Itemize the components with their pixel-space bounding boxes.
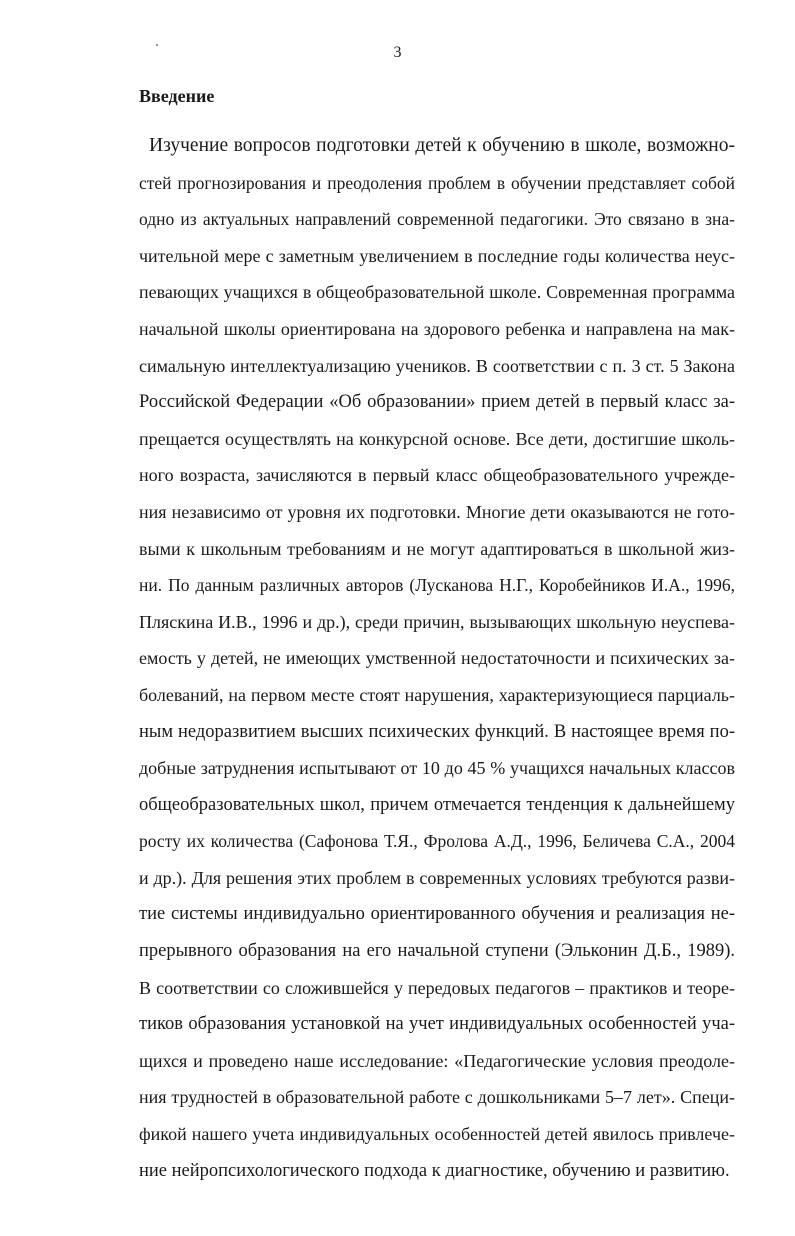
text-line: ным недоразвитием высших психических функций. В настоящее время по- xyxy=(139,721,735,742)
text-line: ния независимо от уровня их подготовки. Многие дети оказываются не гото- xyxy=(139,501,735,522)
text-line: ния трудностей в образовательной работе с дошкольниками 5–7 лет». Специ- xyxy=(139,1087,735,1108)
text-line: одно из актуальных направлений современной педагогики. Это связано в зна- xyxy=(139,209,735,230)
text-line: щихся и проведено наше исследование: «Педагогические условия преодоле- xyxy=(139,1050,735,1071)
text-line: общеобразовательных школ, причем отмечается тенденция к дальнейшему xyxy=(139,794,735,815)
text-line: добные затруднения испытывают от 10 до 45 % учащихся начальных классов xyxy=(139,758,735,779)
text-line: чительной мере с заметным увеличением в последние годы количества неус- xyxy=(139,245,735,266)
text-line: Пляскина И.В., 1996 и др.), среди причин, вызывающих школьную неуспева- xyxy=(139,611,735,632)
text-line: В соответствии со сложившейся у передовых педагогов – практиков и теоре- xyxy=(139,977,735,998)
text-line: начальной школы ориентирована на здорового ребенка и направлена на мак- xyxy=(139,318,735,339)
text-line: ного возраста, зачисляются в первый класс общеобразовательного учрежде- xyxy=(139,465,735,486)
text-line: выми к школьным требованиям и не могут адаптироваться в школьной жиз- xyxy=(139,538,735,559)
text-line: фикой нашего учета индивидуальных особенностей детей явилось привлече- xyxy=(139,1124,735,1145)
section-heading: Введение xyxy=(139,86,215,106)
text-line: тиков образования установкой на учет индивидуальных особенностей уча- xyxy=(139,1014,735,1035)
text-line: и др.). Для решения этих проблем в современных условиях требуются разви- xyxy=(139,867,735,888)
text-line: росту их количества (Сафонова Т.Я., Фролова А.Д., 1996, Беличева С.А., 2004 xyxy=(139,831,735,852)
text-line: стей прогнозирования и преодоления проблем в обучении представляет собой xyxy=(139,172,735,193)
body-paragraph xyxy=(139,128,735,1189)
text-line: тие системы индивидуально ориентированного обучения и реализация не- xyxy=(139,904,735,925)
text-line: болеваний, на первом месте стоят нарушения, характеризующиеся парциаль- xyxy=(139,684,735,705)
text-line: емость у детей, не имеющих умственной недостаточности и психических за- xyxy=(139,648,735,669)
text-line: прерывного образования на его начальной ступени (Эльконин Д.Б., 1989). xyxy=(139,941,735,962)
text-line: ние нейропсихологического подхода к диагностике, обучению и развитию. xyxy=(139,1160,730,1181)
text-line: Изучение вопросов подготовки детей к обучению в школе, возможно- xyxy=(149,135,735,156)
text-line: певающих учащихся в общеобразовательной школе. Современная программа xyxy=(139,282,735,303)
page-number: 3 xyxy=(393,44,402,61)
text-line: Российской Федерации «Об образовании» прием детей в первый класс за- xyxy=(139,392,735,413)
text-line: ни. По данным различных авторов (Лусканова Н.Г., Коробейников И.А., 1996, xyxy=(139,575,735,596)
text-line: прещается осуществлять на конкурсной основе. Все дети, достигшие школь- xyxy=(139,428,735,449)
text-line: симальную интеллектуализацию учеников. В соответствии с п. 3 ст. 5 Закона xyxy=(139,355,735,376)
